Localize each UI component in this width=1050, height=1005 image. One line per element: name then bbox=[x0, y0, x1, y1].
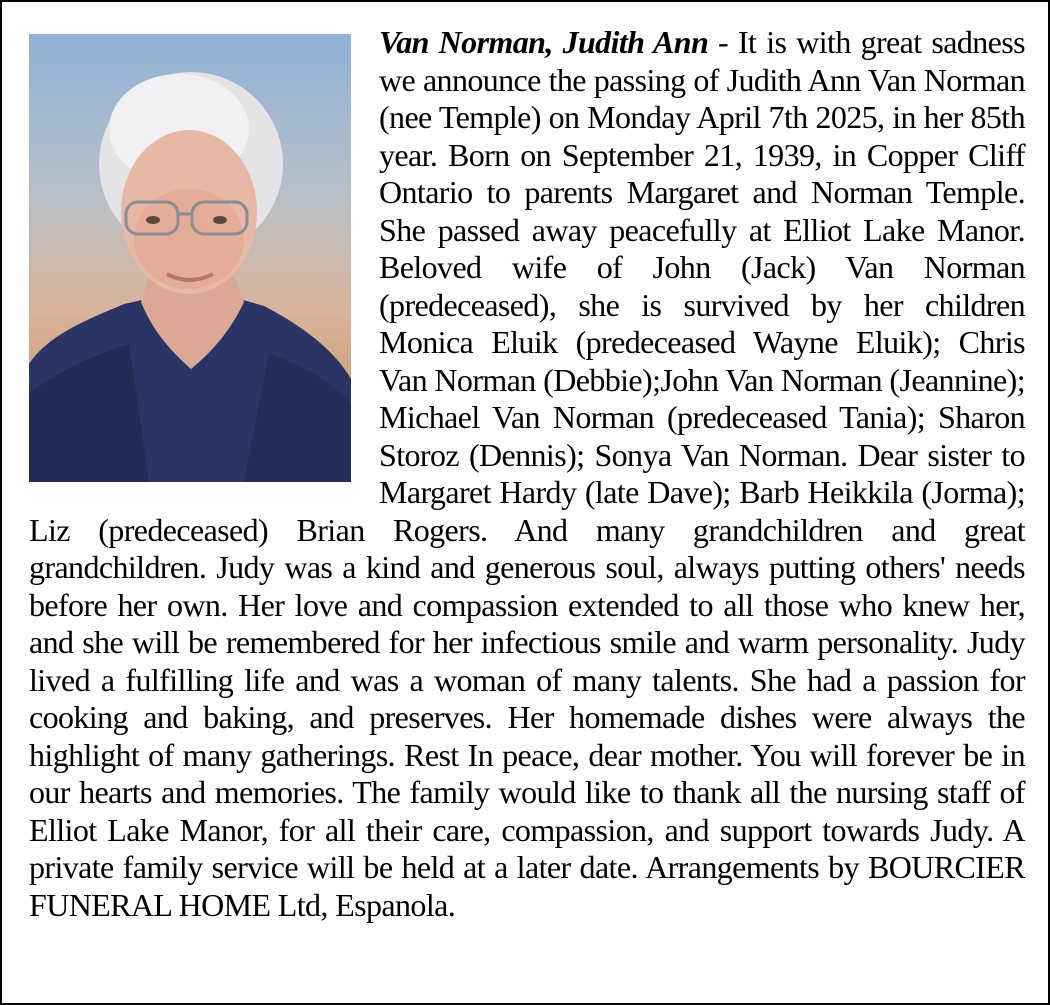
obituary-body: It is with great sadness we announce the passing of Judith Ann Van Norman (nee Temple) on Monday April 7th 2025, in her 85th year. Born on September 21, 1939, in Copper Cliff Ontario to parents Margaret and Norman Temple. She passed away peacefully at Elliot Lake Manor. Beloved wife of John (Jack) Van Norman (predeceased), she is survived by her children Monica Eluik (predeceased Wayne Eluik); Chris Van Norman (Debbie);John Van Norman (Jeannine); Michael Van Norman (predeceased Tania); Sharon Storoz (Dennis); Sonya Van Norman. Dear sister to Margaret Hardy (late Dave); Barb Heikkila (Jorma); Liz (predeceased) Brian Rogers. And many grandchildren and great grandchildren. Judy was a kind and generous soul, always putting others' needs before her own. Her love and compassion extended to all those who knew her, and she will be remembered for her infectious smile and warm personality. Judy lived a fulfilling life and was a woman of many talents. She had a passion for cooking and baking, and preserves. Her homemade dishes were always the highlight of many gatherings. Rest In peace, dear mother. You will forever be in our hearts and memories. The family would like to thank all the nursing staff of Elliot Lake Manor, for all their care, compassion, and support towards Judy. A private family service will be held at a later date. Arrangements by BOURCIER FUNERAL HOME Ltd, Espanola. bbox=[29, 24, 1025, 923]
obituary-text bbox=[29, 24, 1025, 924]
name-separator: - bbox=[708, 24, 738, 60]
deceased-name: Van Norman, Judith Ann bbox=[379, 24, 709, 60]
photo-spacer bbox=[29, 24, 379, 496]
